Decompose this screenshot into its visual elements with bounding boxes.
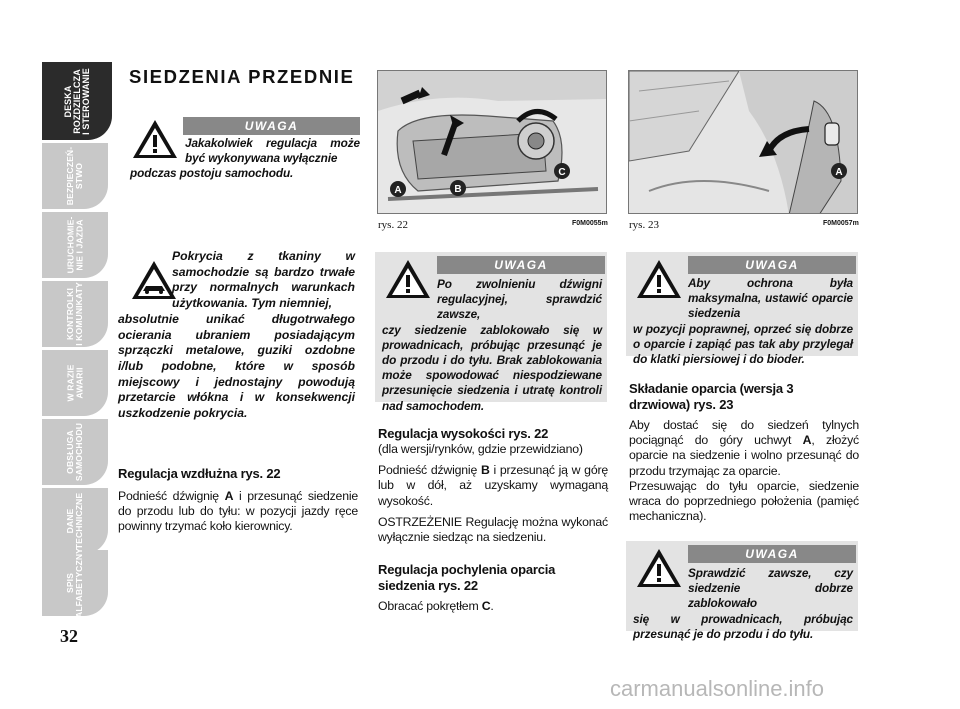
warning-box-1 [120, 110, 360, 188]
side-tab-awarii[interactable] [42, 350, 108, 416]
section-length [118, 466, 358, 535]
side-tab-label: URUCHOMIE- NIE I JAZDA [64, 216, 84, 274]
section-backrest-text [378, 599, 608, 614]
knob-label: C [481, 599, 491, 613]
callout-c: C [558, 167, 566, 178]
warning-box-2 [375, 252, 607, 413]
side-tab-label: DANE TECHNICZNE [64, 492, 84, 550]
warning-text-indent: Jakakolwiek regulacja może być wykonywana wyłącznie [185, 136, 360, 166]
section-fold [629, 381, 859, 524]
warning-text-indent: Po zwolnieniu dźwigni regulacyjnej, sprawdzić zawsze, [437, 277, 602, 322]
section-height-sub: (dla wersji/rynków, gdzie przewidziano) [378, 442, 583, 456]
text-run: i przesunąć siedzenie do przodu lub do tyłu: w pozycji jazdy ręce powinny trzymać koło kierownicy. [118, 489, 359, 534]
warning-text-rest: czy siedzenie zablokowało się w prowadnicach, próbując przesunąć je do przodu i do tyłu. Brak zablokowania może spowodować niespodziewane przesunięcie siedzenia i utratę kontroli nad samochodem. [382, 322, 602, 413]
section-fold-text-2: Przesuwając do tyłu oparcie, siedzenie wraca do poprzedniego położenia (pamięć mechaniczna). [629, 478, 859, 524]
figure-22-seat-controls [377, 70, 607, 214]
callout-a: A [835, 167, 843, 178]
figure-23-code: F0M0057m [823, 220, 859, 227]
figure-23-caption: rys. 23 [629, 219, 659, 231]
warning-text-3 [633, 276, 853, 367]
lever-label: A [224, 489, 234, 503]
lever-label: B [480, 463, 490, 478]
warning-text-rest: się w prowadnicach, próbując przesunąć je do przodu i do tyłu. [633, 611, 853, 641]
figure-22-caption: rys. 22 [378, 219, 408, 231]
fabric-note-indent: Pokrycia z tkaniny w samochodzie są bardzo trwałe przy normalnych warunkach użytkowania. Tym niemniej, [172, 249, 355, 311]
warning-text-indent: Sprawdzić zawsze, czy siedzenie dobrze zablokowało [688, 566, 853, 611]
warning-text-2 [382, 277, 602, 414]
section-height-text [378, 463, 608, 509]
interior-illustration [629, 71, 858, 214]
warning-box-3 [626, 252, 858, 367]
side-tab-label: BEZPIECZEŃ- STWO [65, 146, 84, 206]
section-backrest [378, 562, 608, 614]
side-tab-label: SPIS ALFABETYCZNY [65, 548, 85, 618]
page-title: SIEDZENIA PRZEDNIE [129, 66, 355, 87]
side-tab-deska[interactable] [42, 62, 112, 140]
warning-text-4 [633, 566, 853, 642]
warning-text-rest: podczas postoju samochodu. [130, 166, 294, 181]
fabric-note [118, 249, 355, 422]
side-tab-label: OBSŁUGA SAMOCHODU [64, 422, 84, 482]
section-fold-heading: Składanie oparcia (wersja 3 drzwiowa) rys. 23 [629, 381, 794, 412]
section-fold-text [629, 418, 859, 479]
section-height-caution: OSTRZEŻENIE Regulację można wykonać wyłącznie siedząc na siedzeniu. [378, 514, 608, 545]
handle-label: A [802, 433, 812, 448]
watermark: carmanualsonline.info [610, 676, 825, 701]
warning-text-indent: Aby ochrona była maksymalna, ustawić oparcie siedzenia [688, 276, 853, 321]
section-height-heading: Regulacja wysokości rys. 22 [378, 426, 549, 441]
figure-22-code: F0M0055m [572, 220, 608, 227]
side-tab-spis[interactable] [42, 550, 108, 616]
side-tab-kontrolki[interactable] [42, 281, 108, 347]
callout-b: B [454, 184, 462, 195]
warning-box-4 [626, 541, 858, 641]
fabric-note-rest: absolutnie unikać długotrwałego ocierania ubraniem posiadającym sprzączki metalowe, guziki ozdobne i/lub podobne, które w sposób miejscowy i jednostajny powodują przetarcie włókna i w konsekwencji uszkodzenie pokrycia. [118, 311, 355, 421]
figure-23-backrest-handle [628, 70, 858, 214]
text-run: Podnieść dźwignię [118, 489, 225, 503]
side-tab-bezpieczenstwo[interactable] [42, 143, 108, 209]
side-tab-label: W RAZIE AWARII [64, 364, 84, 402]
side-tab-label: DESKA ROZDZIELCZA I STEROWANIE [62, 67, 91, 135]
text-run: . [490, 599, 494, 613]
warning-header: UWAGA [183, 117, 360, 135]
page-number: 32 [60, 626, 78, 646]
warning-header: UWAGA [437, 256, 605, 274]
callout-a: A [394, 185, 402, 196]
warning-text-rest: w pozycji poprawnej, oprzeć się dobrze o oparcie i zapiąć pas tak aby przylegał do klatki piersiowej i do bioder. [633, 321, 853, 367]
seat-illustration [378, 71, 607, 214]
section-length-heading: Regulacja wzdłużna rys. 22 [118, 466, 281, 481]
side-tab-uruchomienie[interactable] [42, 212, 108, 278]
side-tab-dane[interactable] [42, 488, 108, 554]
section-length-text [118, 489, 358, 535]
text-run: Aby dostać się do siedzeń tylnych pociągnąć do góry uchwyt [629, 418, 859, 448]
warning-header: UWAGA [688, 545, 856, 563]
warning-header: UWAGA [688, 256, 856, 274]
text-run: Podnieść dźwignię [378, 463, 481, 478]
text-run: Obracać pokrętłem [378, 599, 482, 613]
section-backrest-heading: Regulacja pochylenia oparcia siedzenia rys. 22 [378, 562, 556, 593]
text-run: , złożyć oparcie na siedzenie i wolno przesunąć do przodu trzymając za oparcie. [629, 433, 859, 478]
side-tab-label: KONTROLKI I KOMUNIKATY [65, 282, 84, 346]
side-tab-obsluga[interactable] [42, 419, 108, 485]
warning-text-1 [130, 136, 360, 182]
section-height [378, 426, 608, 545]
text-run: i przesunąć ją w górę lub w dół, aż uzyskamy wymaganą wysokość. [378, 463, 608, 508]
